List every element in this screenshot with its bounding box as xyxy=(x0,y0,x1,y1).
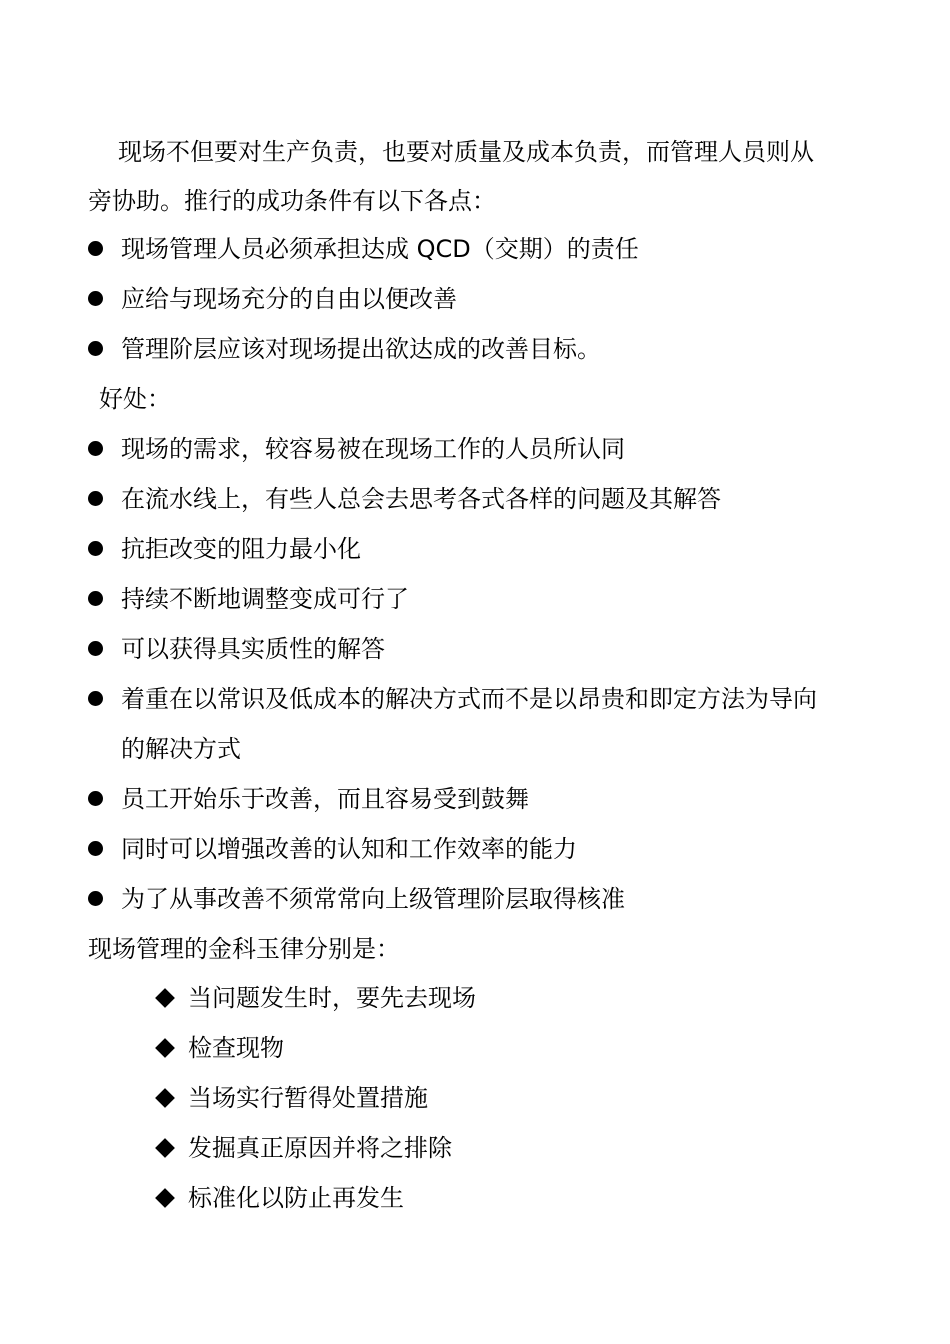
rules-heading: 现场管理的金科玉律分别是： xyxy=(88,935,400,963)
bullet-diamond-icon xyxy=(155,988,175,1008)
bullet-dot-icon xyxy=(88,791,103,806)
bullet-dot-icon xyxy=(88,491,103,506)
rule-item: 标准化以防止再发生 xyxy=(188,1184,404,1212)
rule-item: 发掘真正原因并将之排除 xyxy=(188,1134,452,1162)
intro-line-1: 现场不但要对生产负责，也要对质量及成本负责，而管理人员则从 xyxy=(118,138,814,166)
benefit-item: 现场的需求，较容易被在现场工作的人员所认同 xyxy=(121,435,625,463)
bullet-diamond-icon xyxy=(155,1088,175,1108)
bullet-dot-icon xyxy=(88,541,103,556)
intro-line-2: 旁协助。推行的成功条件有以下各点： xyxy=(88,187,496,215)
benefit-item: 抗拒改变的阻力最小化 xyxy=(121,535,361,563)
benefit-item: 可以获得具实质性的解答 xyxy=(121,635,385,663)
condition-item: 管理阶层应该对现场提出欲达成的改善目标。 xyxy=(121,335,601,363)
benefit-item: 持续不断地调整变成可行了 xyxy=(121,585,409,613)
rule-item: 检查现物 xyxy=(188,1034,284,1062)
bullet-dot-icon xyxy=(88,291,103,306)
benefit-item-continuation: 的解决方式 xyxy=(121,735,241,763)
rule-item: 当问题发生时，要先去现场 xyxy=(188,984,476,1012)
bullet-dot-icon xyxy=(88,591,103,606)
benefit-item: 在流水线上，有些人总会去思考各式各样的问题及其解答 xyxy=(121,485,721,513)
bullet-dot-icon xyxy=(88,341,103,356)
bullet-diamond-icon xyxy=(155,1038,175,1058)
bullet-dot-icon xyxy=(88,841,103,856)
condition-text-qcd: QCD xyxy=(416,235,471,263)
condition-item xyxy=(121,234,639,264)
benefit-item: 员工开始乐于改善，而且容易受到鼓舞 xyxy=(121,785,529,813)
benefits-heading: 好处： xyxy=(99,385,171,413)
condition-text-post: （交期）的责任 xyxy=(470,235,639,263)
benefit-item: 为了从事改善不须常常向上级管理阶层取得核准 xyxy=(121,885,625,913)
bullet-diamond-icon xyxy=(155,1188,175,1208)
condition-text-pre: 现场管理人员必须承担达成 xyxy=(121,235,417,263)
benefit-item: 同时可以增强改善的认知和工作效率的能力 xyxy=(121,835,577,863)
rule-item: 当场实行暂得处置措施 xyxy=(188,1084,428,1112)
benefit-item: 着重在以常识及低成本的解决方式而不是以昂贵和即定方法为导向 xyxy=(121,685,817,713)
bullet-diamond-icon xyxy=(155,1138,175,1158)
bullet-dot-icon xyxy=(88,641,103,656)
bullet-dot-icon xyxy=(88,691,103,706)
bullet-dot-icon xyxy=(88,891,103,906)
condition-item: 应给与现场充分的自由以便改善 xyxy=(121,285,457,313)
bullet-dot-icon xyxy=(88,441,103,456)
bullet-dot-icon xyxy=(88,241,103,256)
